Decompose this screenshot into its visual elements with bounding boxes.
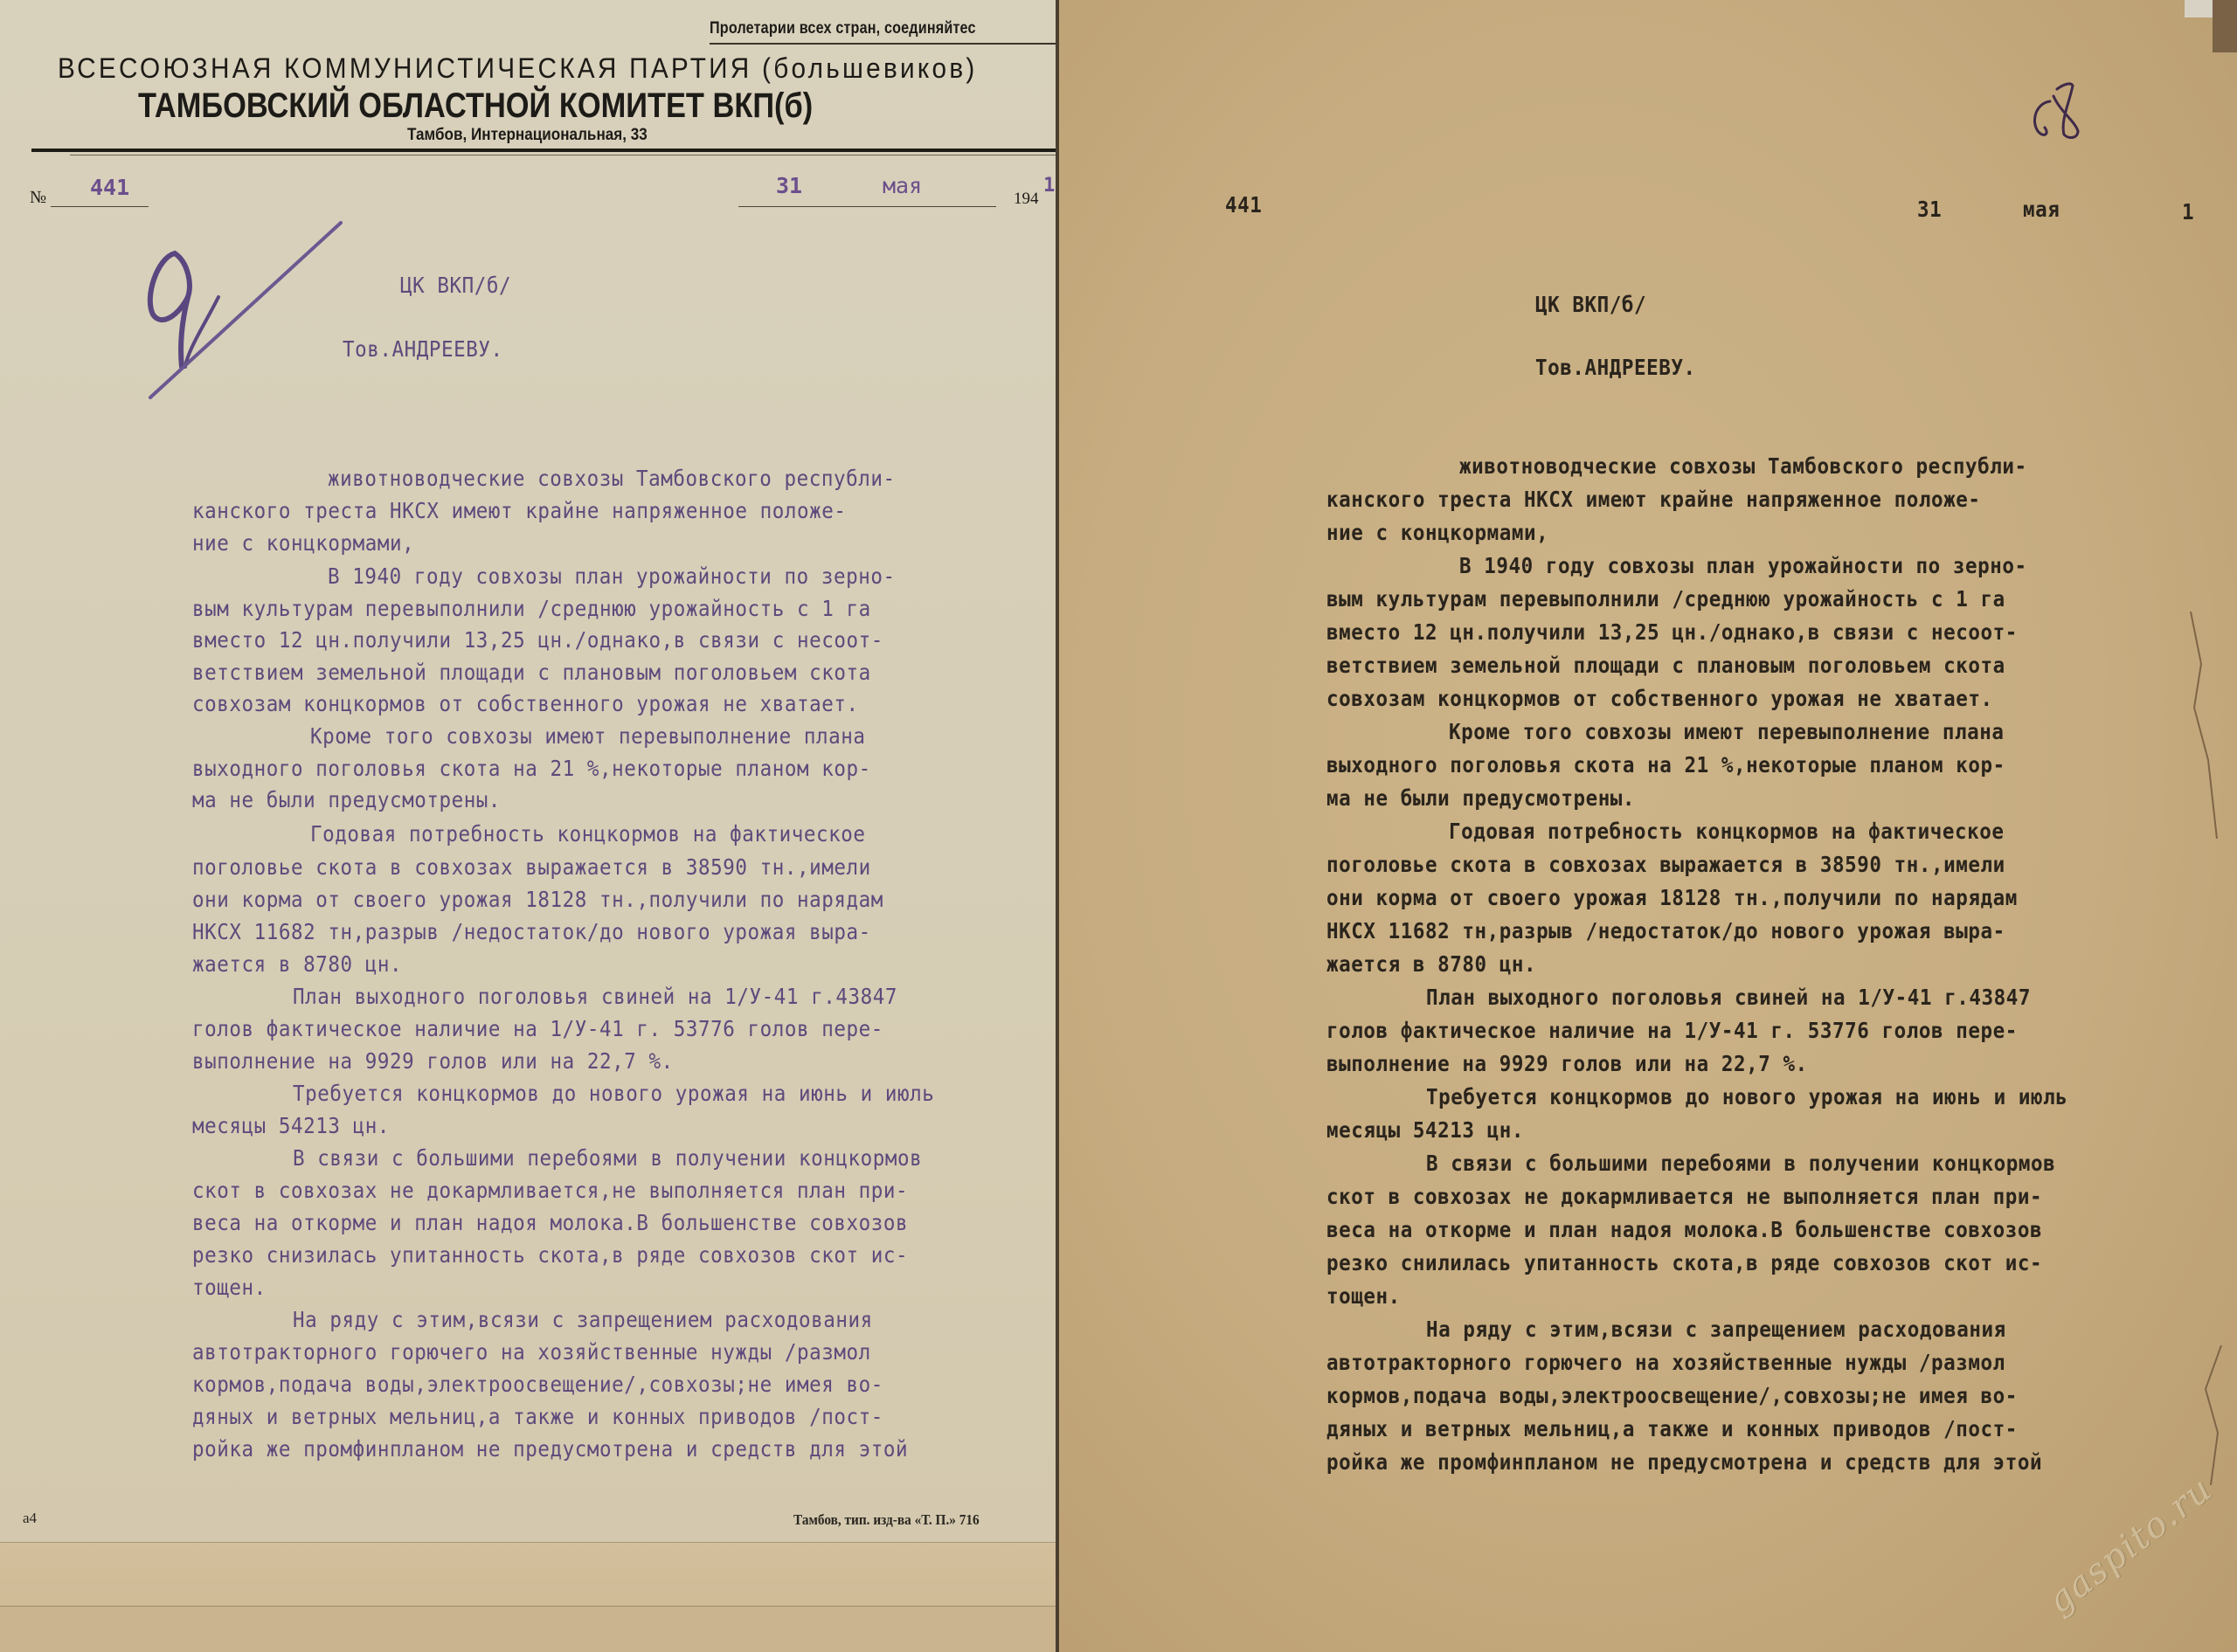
date-day: 31 xyxy=(776,173,803,198)
addressee-org: ЦК ВКП/б/ xyxy=(1535,292,1647,317)
body-line: Кроме того совхозы имеют перевыполнение плана xyxy=(310,723,866,749)
body-line: Требуется концкормов до нового урожая на июнь и июль xyxy=(293,1081,935,1106)
body-line: месяцы 54213 цн. xyxy=(192,1113,390,1138)
slogan-underline xyxy=(710,43,1057,45)
body-line: В 1940 году совхозы план урожайности по зерно- xyxy=(328,563,896,589)
body-line: тощен. xyxy=(192,1275,267,1300)
body-line: жается в 8780 цн. xyxy=(1326,951,1537,977)
right-page-typed-copy xyxy=(1059,0,2237,1652)
body-line: дяных и ветрных мельниц,а также и конных приводов /пост- xyxy=(192,1404,883,1429)
body-line: жается в 8780 цн. xyxy=(192,951,403,977)
body-line: голов фактическое наличие на 1/У-41 г. 53776 голов пере- xyxy=(1326,1018,2018,1043)
body-line: В связи с большими перебоями в получении концкормов xyxy=(1426,1151,2056,1176)
body-line: вместо 12 цн.получили 13,25 цн./однако,в связи с несоот- xyxy=(1326,619,2018,645)
body-line: ние с концкормами, xyxy=(192,530,415,556)
body-line: ройка же промфинпланом не предусмотрена и средств для этой xyxy=(192,1436,909,1462)
addressee-org: ЦК ВКП/б/ xyxy=(400,273,512,298)
body-line: скот в совхозах не докармливается не выполняется план при- xyxy=(1326,1184,2043,1209)
date-month: мая xyxy=(883,173,923,198)
body-line: НКСХ 11682 тн,разрыв /недостаток/до нового урожая выра- xyxy=(192,919,871,944)
body-line: Кроме того совхозы имеют перевыполнение плана xyxy=(1449,719,2005,744)
body-line: вым культурам перевыполнили /среднюю урожайность с 1 га xyxy=(1326,586,2005,612)
body-line: поголовье скота в совхозах выражается в 38590 тн.,имели xyxy=(1326,852,2005,877)
document-number: 441 xyxy=(90,175,130,200)
body-line: животноводческие совхозы Тамбовского республи- xyxy=(328,466,896,491)
body-line: План выходного поголовья свиней на 1/У-41 г.43847 xyxy=(293,984,897,1009)
body-line: канского треста НКСХ имеют крайне напряженное положе- xyxy=(192,498,847,523)
letterhead-committee-name: ТАМБОВСКИЙ ОБЛАСТНОЙ КОМИТЕТ ВКП(б) xyxy=(138,86,814,125)
body-line: ветствием земельной площади с плановым поголовьем скота xyxy=(1326,653,2005,678)
addressee-person: Тов.АНДРЕЕВУ. xyxy=(1535,355,1696,380)
body-line: автотракторного горючего на хозяйственные нужды /размол xyxy=(1326,1350,2005,1375)
handwritten-resolution-mark xyxy=(140,218,350,411)
body-line: вым культурам перевыполнили /среднюю урожайность с 1 га xyxy=(192,596,871,621)
letterhead-slogan: Пролетарии всех стран, соединяйтес xyxy=(710,19,976,38)
number-label: № xyxy=(30,188,47,207)
body-line: Годовая потребность концкормов на фактическое xyxy=(310,821,866,847)
letterhead-address: Тамбов, Интернациональная, 33 xyxy=(407,126,648,144)
body-line: поголовье скота в совхозах выражается в 38590 тн.,имели xyxy=(192,854,871,880)
body-line: совхозам концкормов от собственного урожая не хватает. xyxy=(1326,686,1993,711)
body-line: совхозам концкормов от собственного урожая не хватает. xyxy=(192,691,859,716)
page-corner-shadow xyxy=(2213,0,2237,52)
body-line: НКСХ 11682 тн,разрыв /недостаток/до нового урожая выра- xyxy=(1326,918,2005,944)
body-line: ройка же промфинпланом не предусмотрена и средств для этой xyxy=(1326,1449,2043,1475)
date-day: 31 xyxy=(1917,197,1943,222)
body-line: выполнение на 9929 голов или на 22,7 %. xyxy=(192,1048,674,1074)
date-year-prefix: 194 xyxy=(1014,190,1039,208)
body-line: дяных и ветрных мельниц,а также и конных приводов /пост- xyxy=(1326,1416,2018,1441)
body-line: выходного поголовья скота на 21 %,некоторые планом кор- xyxy=(1326,752,2005,778)
body-line: они корма от своего урожая 18128 тн.,получили по нарядам xyxy=(192,887,883,912)
body-line: Требуется концкормов до нового урожая на июнь и июль xyxy=(1426,1084,2068,1109)
body-line: ветствием земельной площади с плановым поголовьем скота xyxy=(192,660,871,685)
footer-form-code: а4 xyxy=(23,1510,38,1526)
body-line: они корма от своего урожая 18128 тн.,получили по нарядам xyxy=(1326,885,2018,910)
body-line: веса на откорме и план надоя молока.В большенстве совхозов xyxy=(1326,1217,2043,1242)
body-line: голов фактическое наличие на 1/У-41 г. 53776 голов пере- xyxy=(192,1016,883,1041)
body-line: веса на откорме и план надоя молока.В большенстве совхозов xyxy=(192,1210,909,1235)
paper-crack xyxy=(2195,1345,2237,1485)
letterhead-rule-thin xyxy=(70,155,1057,156)
watermark: gaspito.ru xyxy=(2040,1469,2220,1622)
date-year-suffix: 1 xyxy=(2182,199,2195,225)
body-line: животноводческие совхозы Тамбовского республи- xyxy=(1459,453,2027,479)
body-line: резко снизилась упитанность скота,в ряде совхозов скот ис- xyxy=(192,1242,909,1268)
letterhead-rule xyxy=(31,149,1057,152)
addressee-person: Тов.АНДРЕЕВУ. xyxy=(343,336,503,362)
body-line: выполнение на 9929 голов или на 22,7 %. xyxy=(1326,1051,1808,1076)
body-line: кормов,подача воды,электроосвещение/,совхозы;не имея во- xyxy=(192,1372,883,1397)
body-line: В 1940 году совхозы план урожайности по зерно- xyxy=(1459,553,2027,578)
date-underline xyxy=(738,206,996,207)
body-line: На ряду с этим,всязи с запрещением расходования xyxy=(293,1307,873,1332)
body-line: автотракторного горючего на хозяйственные нужды /размол xyxy=(192,1339,871,1365)
body-line: Годовая потребность концкормов на фактическое xyxy=(1449,819,2005,844)
body-line: ма не были предусмотрены. xyxy=(1326,785,1636,811)
paper-crack xyxy=(2182,612,2234,839)
footer-printer-imprint: Тамбов, тип. изд-ва «Т. П.» 716 xyxy=(793,1511,980,1528)
body-line: На ряду с этим,всязи с запрещением расходования xyxy=(1426,1317,2006,1342)
body-line: ние с концкормами, xyxy=(1326,520,1549,545)
body-line: месяцы 54213 цн. xyxy=(1326,1117,1524,1143)
body-line: выходного поголовья скота на 21 %,некоторые планом кор- xyxy=(192,756,871,781)
left-page-letterhead-original xyxy=(0,0,1057,1652)
body-line: План выходного поголовья свиней на 1/У-41 г.43847 xyxy=(1426,985,2031,1010)
underlying-sheet-lower xyxy=(0,1606,1057,1652)
body-line: резко снилилась упитанность скота,в ряде совхозов скот ис- xyxy=(1326,1250,2043,1275)
body-line: кормов,подача воды,электроосвещение/,совхозы;не имея во- xyxy=(1326,1383,2018,1408)
letterhead-party-name: ВСЕСОЮЗНАЯ КОММУНИСТИЧЕСКАЯ ПАРТИЯ (большевиков) xyxy=(58,52,978,84)
body-line: тощен. xyxy=(1326,1283,1401,1309)
number-underline xyxy=(51,206,149,207)
body-line: канского треста НКСХ имеют крайне напряженное положе- xyxy=(1326,487,1981,512)
document-number: 441 xyxy=(1225,192,1263,218)
date-month: мая xyxy=(2023,197,2060,222)
body-line: скот в совхозах не докармливается,не выполняется план при- xyxy=(192,1178,909,1203)
body-line: ма не были предусмотрены. xyxy=(192,787,502,812)
date-year-suffix: 1 xyxy=(1043,175,1056,197)
body-line: В связи с большими перебоями в получении концкормов xyxy=(293,1145,923,1171)
body-line: вместо 12 цн.получили 13,25 цн./однако,в связи с несоот- xyxy=(192,627,883,653)
handwritten-folio-number xyxy=(2026,77,2087,147)
